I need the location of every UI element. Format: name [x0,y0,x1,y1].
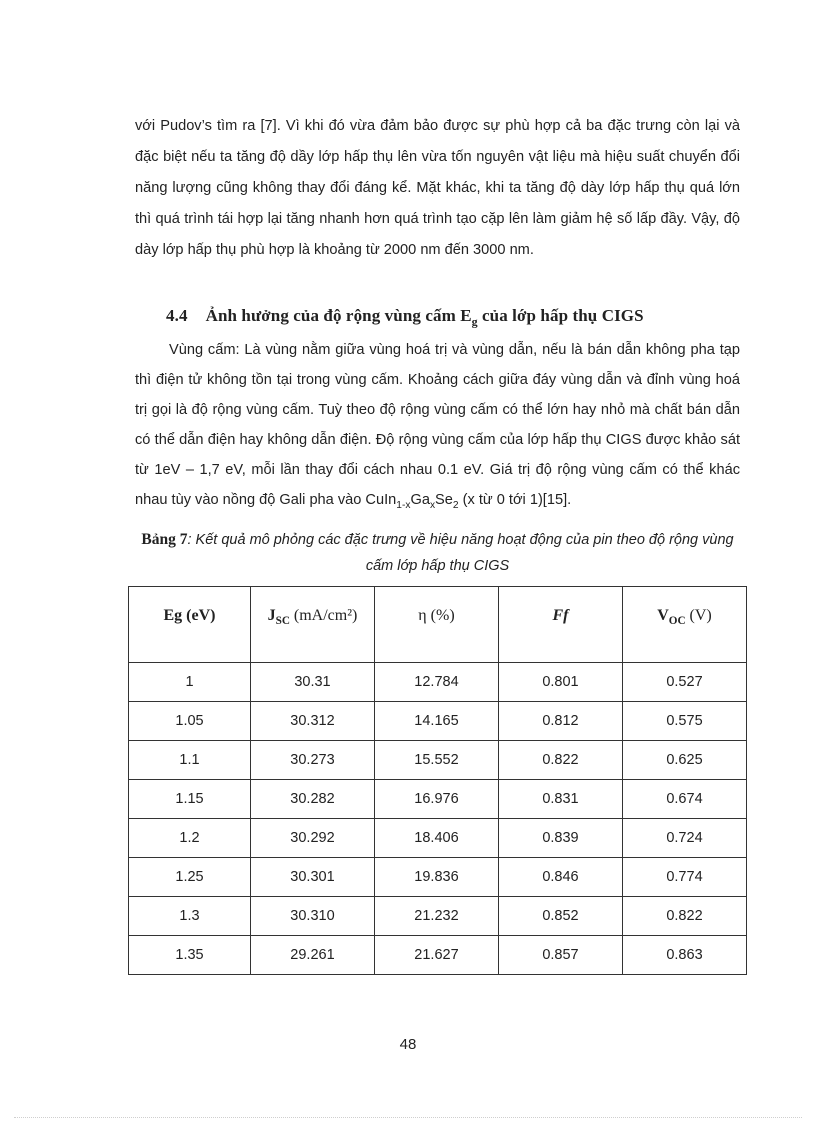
cell-eg: 1.3 [129,897,251,936]
cell-jsc: 30.31 [250,663,374,702]
formula-sub-2: x [429,499,436,511]
cell-voc: 0.822 [622,897,746,936]
header-ff: Ff [498,587,622,663]
header-voc [622,587,746,663]
section-number: 4.4 [166,306,188,325]
section-heading [166,306,644,329]
cell-jsc: 30.273 [250,741,374,780]
cell-voc: 0.674 [622,780,746,819]
cell-eta: 16.976 [374,780,498,819]
cell-eg: 1.1 [129,741,251,780]
cell-eta: 21.627 [374,936,498,975]
cell-ff: 0.801 [498,663,622,702]
cell-ff: 0.822 [498,741,622,780]
paragraph-2-tail: (x từ 0 tới 1)[15]. [458,492,572,508]
header-jsc-unit: (mA/cm²) [289,607,358,624]
cell-eta: 12.784 [374,663,498,702]
header-voc-subscript: OC [668,615,686,628]
table-row [129,936,747,975]
section-title-subscript: g [471,314,478,329]
cell-voc: 0.575 [622,702,746,741]
table-row [129,702,747,741]
table-row [129,780,747,819]
cell-eta: 14.165 [374,702,498,741]
table-caption-text: : Kết quả mô phỏng các đặc trưng về hiệu năng hoạt động của pin theo độ rộng vùng cấm lớp hấp thụ CIGS [187,532,734,574]
cell-jsc: 30.282 [250,780,374,819]
formula-sub-1: 1-x [396,499,411,511]
body-paragraph-1: với Pudov’s tìm ra [7]. Vì khi đó vừa đảm bảo được sự phù hợp cả ba đặc trưng còn lại và đặc biệt nếu ta tăng độ dầy lớp hấp thụ lên vừa tốn nguyên vật liệu mà hiệu suất chuyển đổi năng lượng cũng không thay đổi đáng kể. Mặt khác, khi ta tăng độ dày lớp hấp thụ quá lớn thì quá trình tái hợp lại tăng nhanh hơn quá trình tạo cặp lên làm giảm hệ số lấp đầy. Vậy, độ dày lớp hấp thụ phù hợp là khoảng từ 2000 nm đến 3000 nm. [135,118,740,258]
cell-jsc: 30.292 [250,819,374,858]
cell-eta: 15.552 [374,741,498,780]
cell-eg: 1.05 [129,702,251,741]
header-voc-unit: (V) [685,607,712,624]
page-bottom-divider [14,1117,802,1118]
header-jsc-symbol: J [267,607,276,624]
header-jsc [250,587,374,663]
cell-ff: 0.812 [498,702,622,741]
cell-eg: 1.25 [129,858,251,897]
cell-ff: 0.857 [498,936,622,975]
cell-ff: 0.846 [498,858,622,897]
cell-eg: 1 [129,663,251,702]
paragraph-2-text: Vùng cấm: Là vùng nằm giữa vùng hoá trị và vùng dẫn, nếu là bán dẫn không pha tạp thì điện tử không tồn tại trong vùng cấm. Khoảng cách giữa đáy vùng dẫn và đỉnh vùng hoá trị gọi là độ rộng vùng cấm. Tuỳ theo độ rộng vùng cấm có thể lớn hay nhỏ mà chất bán dẫn có thể dẫn điện hay không dẫn điện. Độ rộng vùng cấm của lớp hấp thụ CIGS được khảo sát từ 1eV – 1,7 eV, mỗi lần thay đổi cách nhau 0.1 eV. Giá trị độ rộng vùng cấm có thể khác nhau tùy vào nồng độ Gali pha vào CuIn [135,342,740,508]
cell-jsc: 29.261 [250,936,374,975]
table-header-row [129,587,747,663]
cell-eg: 1.35 [129,936,251,975]
cell-ff: 0.839 [498,819,622,858]
cell-voc: 0.527 [622,663,746,702]
cell-ff: 0.852 [498,897,622,936]
table-row [129,819,747,858]
header-eg: Eg (eV) [129,587,251,663]
table-row [129,741,747,780]
section-title-after: của lớp hấp thụ CIGS [477,306,644,325]
table-caption [135,527,740,579]
cell-eta: 18.406 [374,819,498,858]
cell-voc: 0.625 [622,741,746,780]
cell-voc: 0.863 [622,936,746,975]
cell-jsc: 30.312 [250,702,374,741]
cell-ff: 0.831 [498,780,622,819]
page-number: 48 [399,1036,417,1053]
results-table [128,586,747,975]
formula-se: Se [435,492,453,508]
cell-eta: 19.836 [374,858,498,897]
cell-voc: 0.724 [622,819,746,858]
formula-ga: Ga [410,492,430,508]
cell-jsc: 30.310 [250,897,374,936]
cell-eta: 21.232 [374,897,498,936]
table-row [129,663,747,702]
header-voc-symbol: V [657,607,669,624]
header-eta: η (%) [374,587,498,663]
formula-sub-3: 2 [452,499,459,511]
cell-jsc: 30.301 [250,858,374,897]
table-caption-label: Bảng 7 [141,531,188,548]
table-row [129,897,747,936]
cell-voc: 0.774 [622,858,746,897]
cell-eg: 1.2 [129,819,251,858]
cell-eg: 1.15 [129,780,251,819]
header-jsc-subscript: SC [275,615,290,628]
section-title-before: Ảnh hưởng của độ rộng vùng cấm E [205,306,472,325]
table-row [129,858,747,897]
body-paragraph-2 [135,335,740,521]
